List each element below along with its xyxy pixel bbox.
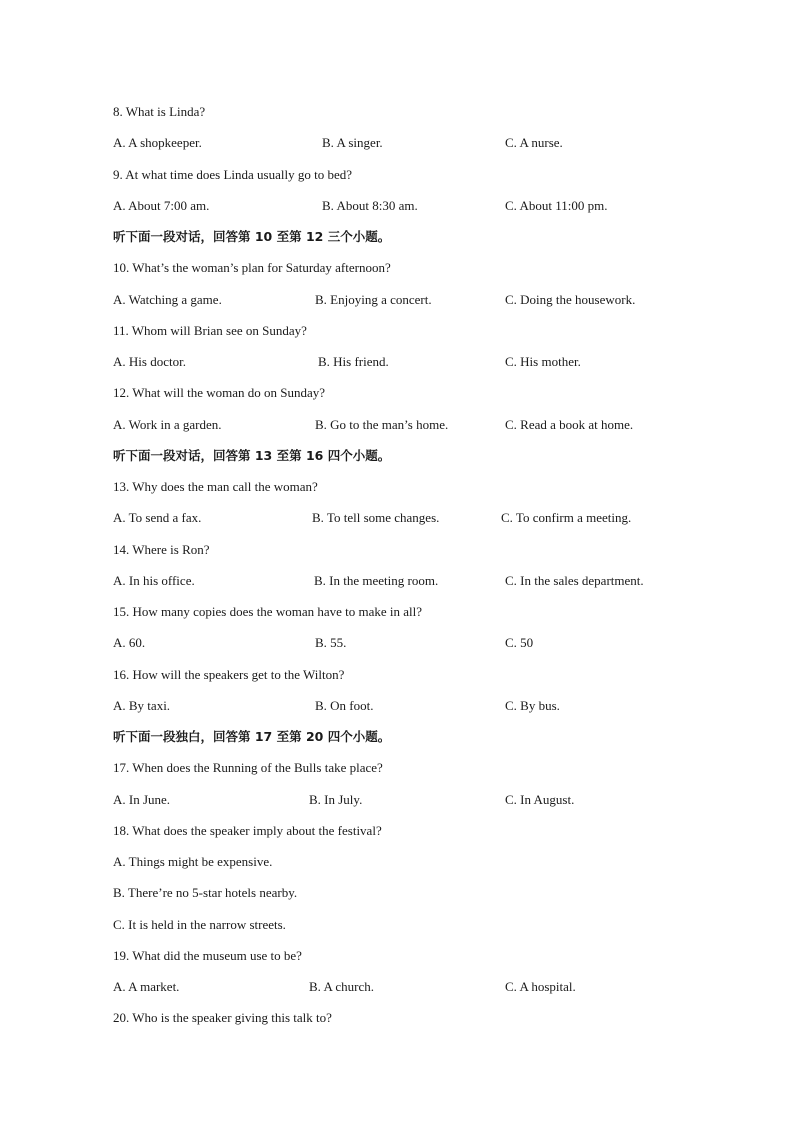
answer-option-b: B. Enjoying a concert.: [315, 292, 432, 307]
answer-option-a: A. Work in a garden.: [113, 417, 222, 432]
answer-option-c: C. 50: [505, 635, 534, 650]
question-text: 11. Whom will Brian see on Sunday?: [113, 323, 307, 338]
answer-option-b: B. In the meeting room.: [314, 573, 439, 588]
section-heading: 听下面一段对话，回答第 10 至第 12 三个小题。: [113, 229, 391, 244]
answer-option-c: C. In the sales department.: [505, 573, 644, 588]
question-text: B. There’re no 5-star hotels nearby.: [113, 885, 298, 900]
answer-option-a: A. Watching a game.: [113, 292, 222, 307]
question-text: 10. What’s the woman’s plan for Saturday afternoon?: [113, 260, 391, 275]
answer-option-b: B. On foot.: [315, 698, 374, 713]
answer-option-c: C. By bus.: [505, 698, 560, 713]
answer-option-c: C. Read a book at home.: [505, 417, 634, 432]
answer-option-c: C. His mother.: [505, 354, 581, 369]
answer-option-a: A. His doctor.: [113, 354, 186, 369]
question-text: 18. What does the speaker imply about the festival?: [113, 823, 382, 838]
answer-option-b: B. His friend.: [318, 354, 389, 369]
answer-option-c: C. About 11:00 pm.: [505, 198, 608, 213]
answer-option-a: A. In June.: [113, 792, 171, 807]
question-text: 14. Where is Ron?: [113, 542, 210, 557]
question-text: 17. When does the Running of the Bulls take place?: [113, 760, 383, 775]
answer-option-c: C. In August.: [505, 792, 575, 807]
answer-option-a: A. By taxi.: [113, 698, 171, 713]
answer-option-b: B. A singer.: [322, 135, 383, 150]
answer-option-c: C. A nurse.: [505, 135, 563, 150]
question-text: A. Things might be expensive.: [113, 854, 273, 869]
answer-option-a: A. To send a fax.: [113, 510, 202, 525]
answer-option-b: B. Go to the man’s home.: [315, 417, 449, 432]
answer-option-a: A. A market.: [113, 979, 180, 994]
answer-option-a: A. A shopkeeper.: [113, 135, 202, 150]
question-text: 20. Who is the speaker giving this talk to?: [113, 1010, 332, 1025]
section-heading: 听下面一段独白，回答第 17 至第 20 四个小题。: [113, 729, 391, 744]
answer-option-a: A. About 7:00 am.: [113, 198, 210, 213]
answer-option-a: A. 60.: [113, 635, 146, 650]
section-heading: 听下面一段对话，回答第 13 至第 16 四个小题。: [113, 448, 391, 463]
answer-option-b: B. To tell some changes.: [312, 510, 440, 525]
answer-option-b: B. 55.: [315, 635, 347, 650]
question-text: 9. At what time does Linda usually go to bed?: [113, 167, 353, 182]
question-text: 12. What will the woman do on Sunday?: [113, 385, 326, 400]
answer-option-c: C. A hospital.: [505, 979, 576, 994]
answer-option-b: B. About 8:30 am.: [322, 198, 418, 213]
answer-option-b: B. A church.: [309, 979, 374, 994]
answer-option-b: B. In July.: [309, 792, 363, 807]
question-text: 8. What is Linda?: [113, 104, 206, 119]
question-text: 19. What did the museum use to be?: [113, 948, 302, 963]
question-text: 13. Why does the man call the woman?: [113, 479, 318, 494]
question-text: 16. How will the speakers get to the Wilton?: [113, 667, 345, 682]
question-text: 15. How many copies does the woman have to make in all?: [113, 604, 423, 619]
answer-option-c: C. Doing the housework.: [505, 292, 636, 307]
answer-option-a: A. In his office.: [113, 573, 195, 588]
answer-option-c: C. To confirm a meeting.: [501, 510, 632, 525]
question-text: C. It is held in the narrow streets.: [113, 917, 286, 932]
